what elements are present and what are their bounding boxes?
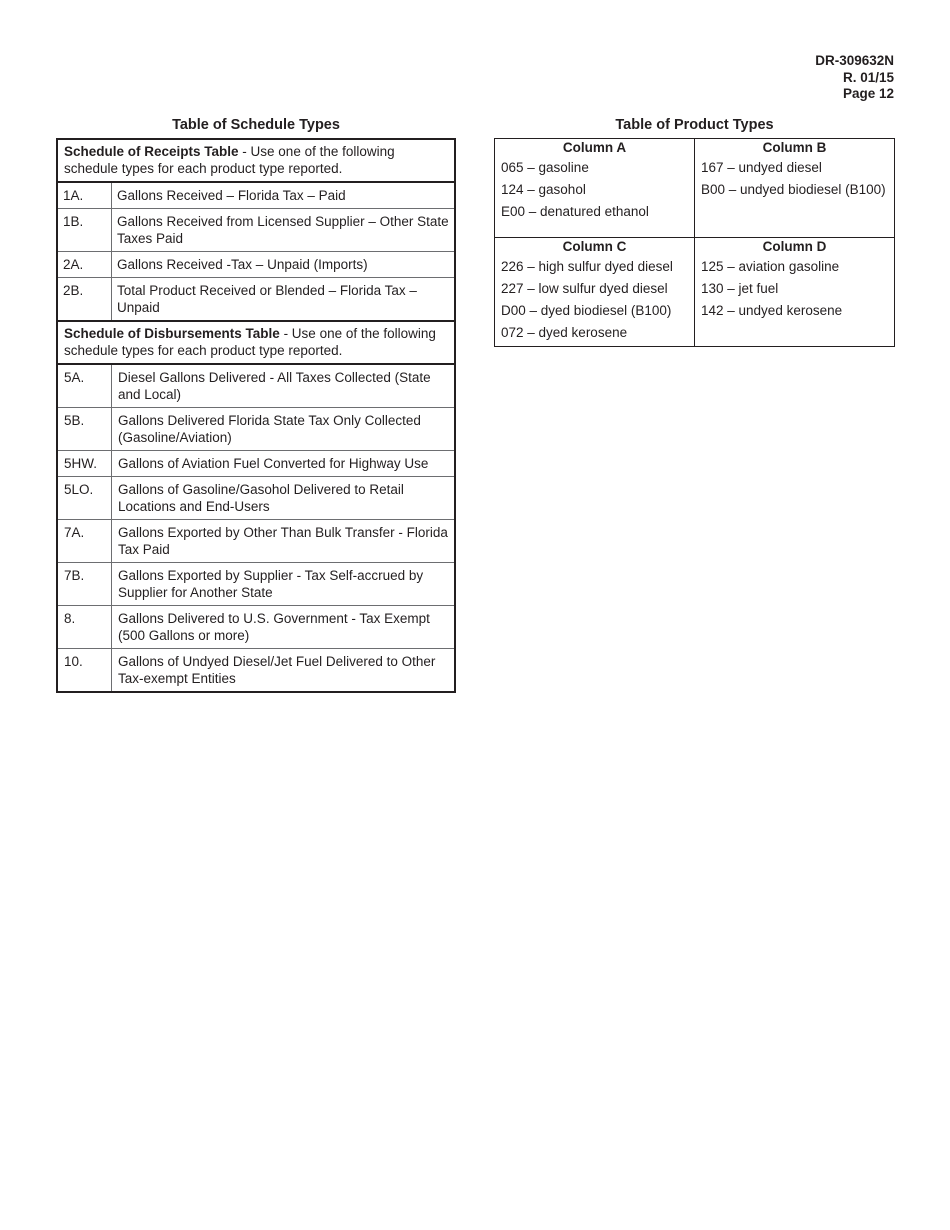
- schedule-code: 2A.: [57, 252, 112, 278]
- schedule-code: 2B.: [57, 278, 112, 322]
- table-row: [57, 252, 455, 278]
- schedule-description: Gallons Received – Florida Tax – Paid: [112, 182, 456, 209]
- schedule-description: Gallons of Aviation Fuel Converted for Highway Use: [112, 451, 456, 477]
- table-row: [57, 649, 455, 693]
- table-row: [57, 477, 455, 520]
- product-item: 226 – high sulfur dyed diesel: [495, 258, 695, 280]
- product-item: D00 – dyed biodiesel (B100): [495, 302, 695, 324]
- schedule-code: 1B.: [57, 209, 112, 252]
- schedule-description: Gallons Exported by Other Than Bulk Transfer - Florida Tax Paid: [112, 520, 456, 563]
- column-header-row: [495, 238, 895, 259]
- column-b-header: Column B: [762, 140, 827, 155]
- schedule-code: 5LO.: [57, 477, 112, 520]
- column-d-header: Column D: [695, 238, 895, 259]
- table-row: [57, 278, 455, 322]
- product-item: 142 – undyed kerosene: [701, 303, 843, 318]
- schedule-description: Gallons Delivered Florida State Tax Only Collected (Gasoline/Aviation): [112, 408, 456, 451]
- schedule-types-table: [56, 138, 456, 693]
- schedule-code: 7B.: [57, 563, 112, 606]
- schedule-description: Diesel Gallons Delivered - All Taxes Collected (State and Local): [112, 364, 456, 408]
- table-row: [57, 606, 455, 649]
- schedule-description: Gallons of Gasoline/Gasohol Delivered to Retail Locations and End-Users: [112, 477, 456, 520]
- schedule-code: 8.: [57, 606, 112, 649]
- column-c-header: Column C: [495, 238, 695, 259]
- product-item: 167 – undyed diesel: [701, 160, 822, 175]
- product-item: 130 – jet fuel: [701, 281, 779, 296]
- table-row: [495, 280, 895, 302]
- schedule-code: 5B.: [57, 408, 112, 451]
- table-row: [57, 209, 455, 252]
- product-item: 227 – low sulfur dyed diesel: [495, 280, 695, 302]
- table-row: [57, 563, 455, 606]
- product-item: 125 – aviation gasoline: [701, 259, 840, 274]
- product-item: 072 – dyed kerosene: [495, 324, 695, 347]
- schedule-code: 7A.: [57, 520, 112, 563]
- product-item: E00 – denatured ethanol: [495, 203, 695, 225]
- schedule-code: 5A.: [57, 364, 112, 408]
- table-row: [57, 182, 455, 209]
- disbursements-heading: Schedule of Disbursements Table - Use one of the following schedule types for each product type reported.: [57, 321, 455, 364]
- schedule-types-title: Table of Schedule Types: [172, 117, 340, 133]
- product-item: 065 – gasoline: [495, 159, 695, 181]
- table-row: [495, 302, 895, 324]
- table-row: [57, 364, 455, 408]
- schedule-description: Gallons Received from Licensed Supplier – Other State Taxes Paid: [112, 209, 456, 252]
- schedule-description: Gallons Exported by Supplier - Tax Self-accrued by Supplier for Another State: [112, 563, 456, 606]
- empty-cell: [695, 225, 895, 238]
- table-row: [495, 258, 895, 280]
- table-row: [495, 324, 895, 347]
- product-item: 124 – gasohol: [495, 181, 695, 203]
- product-types-table: [494, 138, 895, 347]
- column-a-header: Column A: [495, 139, 695, 160]
- schedule-code: 1A.: [57, 182, 112, 209]
- receipts-heading-row: [57, 139, 455, 182]
- empty-cell: [695, 203, 895, 225]
- product-types-title: Table of Product Types: [615, 117, 774, 133]
- schedule-description: Gallons Received -Tax – Unpaid (Imports): [112, 252, 456, 278]
- schedule-description: Gallons of Undyed Diesel/Jet Fuel Delivered to Other Tax-exempt Entities: [112, 649, 456, 693]
- disbursements-heading-row: [57, 321, 455, 364]
- table-row: [57, 520, 455, 563]
- table-row: [495, 159, 895, 181]
- receipts-heading: Schedule of Receipts Table - Use one of the following schedule types for each product type reported.: [57, 139, 455, 182]
- empty-cell: [695, 324, 895, 347]
- product-item: B00 – undyed biodiesel (B100): [701, 182, 886, 197]
- table-row: [57, 408, 455, 451]
- table-row: [495, 203, 895, 225]
- column-header-row: [495, 139, 895, 160]
- form-number: DR-309632N: [815, 53, 894, 68]
- empty-cell: [495, 225, 695, 238]
- spacer-row: [495, 225, 895, 238]
- schedule-description: Total Product Received or Blended – Florida Tax – Unpaid: [112, 278, 456, 322]
- form-header: [815, 53, 894, 103]
- schedule-code: 5HW.: [57, 451, 112, 477]
- revision-date: R. 01/15: [842, 69, 894, 85]
- table-row: [495, 181, 895, 203]
- schedule-description: Gallons Delivered to U.S. Government - Tax Exempt (500 Gallons or more): [112, 606, 456, 649]
- table-row: [57, 451, 455, 477]
- schedule-code: 10.: [57, 649, 112, 693]
- page-number: Page 12: [842, 86, 894, 101]
